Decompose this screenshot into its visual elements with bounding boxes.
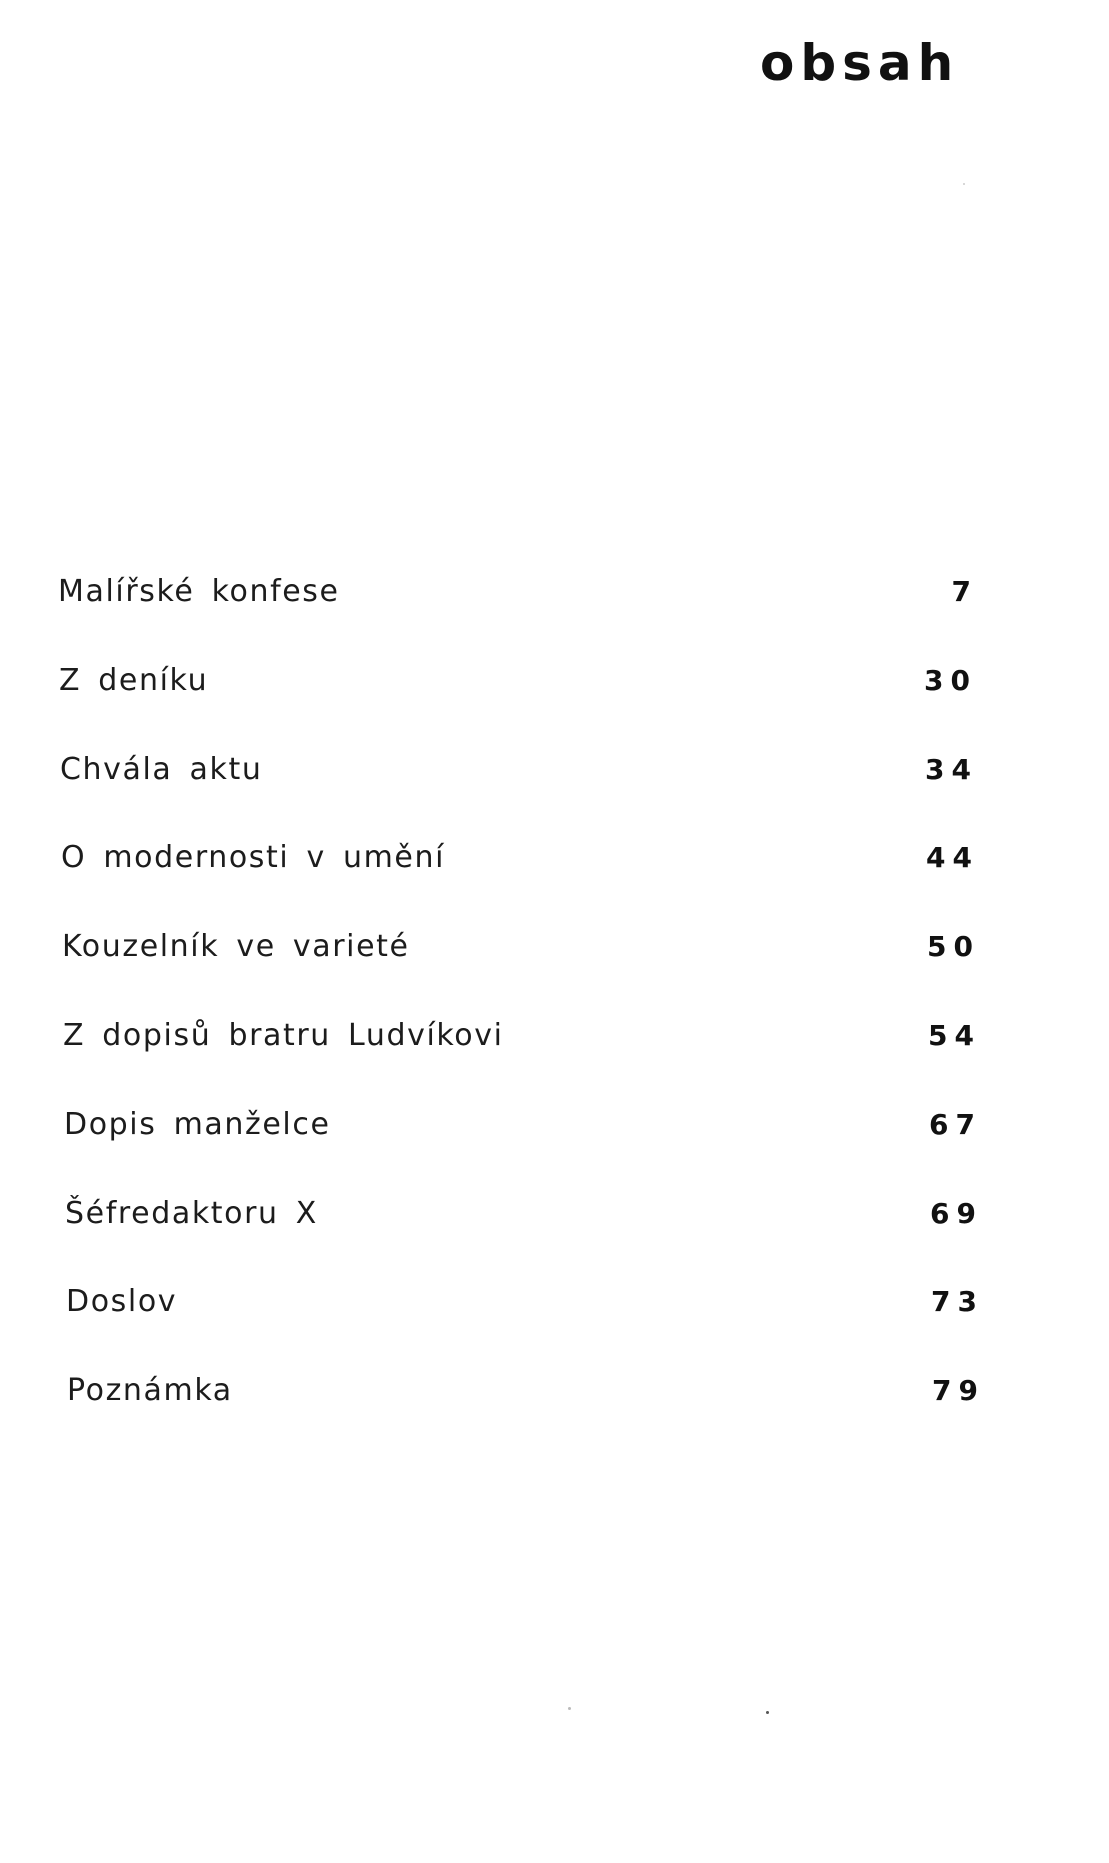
toc-entry bbox=[67, 1371, 985, 1411]
toc-entry bbox=[59, 661, 977, 701]
toc-entry-title: Chvála aktu bbox=[60, 752, 263, 787]
toc-entry-title: Malířské konfese bbox=[58, 574, 340, 609]
toc-entry-page: 73 bbox=[931, 1285, 984, 1318]
toc-entry-page: 30 bbox=[924, 664, 977, 697]
toc-entry-page: 34 bbox=[925, 753, 978, 786]
toc-entry bbox=[66, 1282, 984, 1322]
toc-entry bbox=[58, 572, 978, 612]
page-title: obsah bbox=[760, 34, 960, 92]
paper-speck bbox=[766, 1711, 769, 1714]
toc-entry-title: O modernosti v umění bbox=[61, 840, 445, 875]
toc-entry-title: Doslov bbox=[66, 1284, 178, 1319]
paper-speck bbox=[963, 183, 965, 185]
toc-entry-page: 44 bbox=[926, 841, 979, 874]
toc-entry bbox=[64, 1105, 982, 1145]
toc-entry-page: 69 bbox=[930, 1197, 983, 1230]
toc-entry-title: Poznámka bbox=[67, 1373, 233, 1408]
toc-entry bbox=[61, 838, 979, 878]
toc-entry-title: Kouzelník ve varieté bbox=[62, 929, 410, 964]
toc-entry bbox=[65, 1194, 983, 1234]
toc-entry-page: 7 bbox=[951, 575, 978, 608]
toc-entry bbox=[60, 750, 978, 790]
toc-entry-page: 79 bbox=[932, 1374, 985, 1407]
paper-speck bbox=[568, 1707, 571, 1710]
toc-entry-page: 54 bbox=[928, 1019, 981, 1052]
toc-entry bbox=[62, 927, 980, 967]
toc-entry bbox=[63, 1016, 981, 1056]
toc-entry-title: Šéfredaktoru X bbox=[65, 1196, 318, 1231]
toc-entry-page: 67 bbox=[929, 1108, 982, 1141]
toc-entry-title: Z dopisů bratru Ludvíkovi bbox=[63, 1018, 504, 1053]
toc-entry-title: Dopis manželce bbox=[64, 1107, 331, 1142]
toc-entry-page: 50 bbox=[927, 930, 980, 963]
toc-entry-title: Z deníku bbox=[59, 663, 209, 698]
